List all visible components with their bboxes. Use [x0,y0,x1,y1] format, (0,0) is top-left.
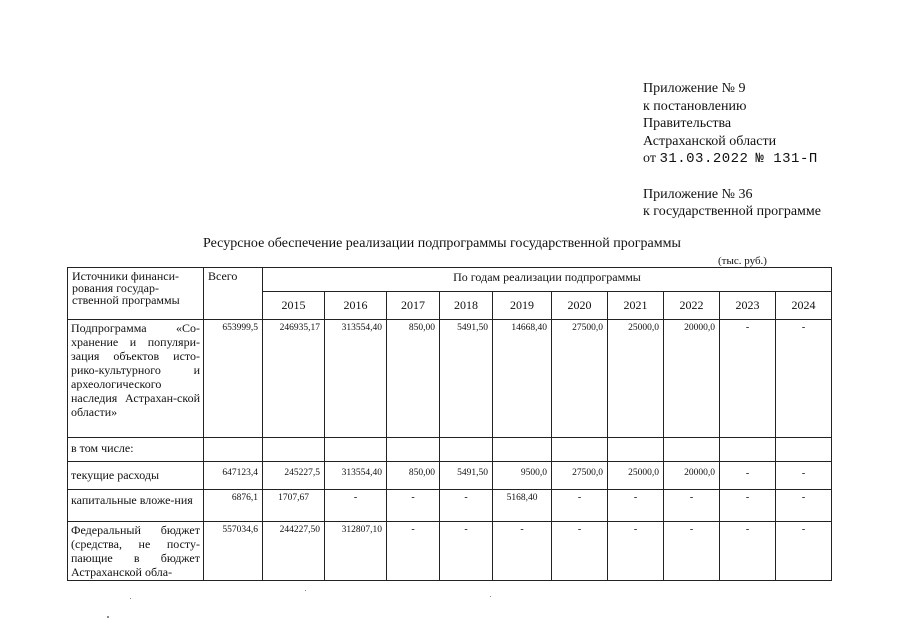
appendix-date: 31.03.2022 [659,151,749,167]
cell-value: - [440,490,493,522]
cell-value: - [493,522,552,581]
cell-value: - [776,462,832,490]
year-header: 2015 [263,292,325,320]
cell-value: 312807,10 [325,522,387,581]
row-total: 647123,4 [204,462,263,490]
year-header: 2018 [440,292,493,320]
cell-value: 244227,50 [263,522,325,581]
row-total: 653999,5 [204,320,263,438]
appendix-line: к постановлению [643,98,747,114]
row-source: текущие расходы [68,462,204,490]
row-source: Подпрограмма «Со-хранение и популяри-зация объектов исто-рико-культурного и археологического наследия Астрахан-ской области» [68,320,204,438]
cell-value: 27500,0 [552,462,608,490]
cell-value: - [387,490,440,522]
cell-value: - [720,490,776,522]
row-source: Федеральный бюджет (средства, не посту-пающие в бюджет Астраханской обла- [68,522,204,581]
appendix-line: к государственной программе [643,204,821,219]
year-header: 2024 [776,292,832,320]
row-total: 557034,6 [204,522,263,581]
cell-value: 9500,0 [493,462,552,490]
cell-value: 20000,0 [664,462,720,490]
cell-value: - [608,490,664,522]
cell-value: - [776,490,832,522]
cell-value: 5491,50 [440,320,493,438]
cell-value: 850,00 [387,462,440,490]
cell-value: - [552,490,608,522]
cell-value: 246935,17 [263,320,325,438]
cell-value: - [552,522,608,581]
cell-value: 5168,40 [493,490,552,522]
appendix-line: Приложение № 36 [643,186,753,202]
year-header: 2023 [720,292,776,320]
appendix-date-line [643,150,893,169]
funding-table [67,267,832,581]
cell-value: 245227,5 [263,462,325,490]
cell-value: - [720,462,776,490]
cell-value: 1707,67 [263,490,325,522]
header-source: Источники финанси-рования государ-ственной программы [68,268,204,320]
header-total: Всего [204,268,263,320]
appendix-line: Астраханской области [643,133,777,149]
year-header: 2020 [552,292,608,320]
cell-value: - [440,522,493,581]
row-source: в том числе: [68,438,204,462]
appendix-number: № 131-П [755,151,818,167]
scan-speck [107,616,109,618]
row-total: 6876,1 [204,490,263,522]
document-title: Ресурсное обеспечение реализации подпрограммы государственной программы [203,236,681,251]
cell-value: 5491,50 [440,462,493,490]
cell-value: - [664,490,720,522]
cell-value: - [776,522,832,581]
cell-value: 25000,0 [608,462,664,490]
cell-value: - [720,320,776,438]
appendix-line: Приложение № 9 [643,81,746,96]
table-row [68,462,832,490]
cell-value: 313554,40 [325,462,387,490]
cell-value: - [608,522,664,581]
table-row [68,490,832,522]
header-by-years: По годам реализации подпрограммы [263,268,832,292]
table-row [68,320,832,438]
cell-value: 14668,40 [493,320,552,438]
cell-value: 25000,0 [608,320,664,438]
cell-value: 313554,40 [325,320,387,438]
year-header: 2019 [493,292,552,320]
cell-value: - [720,522,776,581]
year-header: 2021 [608,292,664,320]
year-header: 2017 [387,292,440,320]
appendix-block [643,80,893,221]
cell-value: - [776,320,832,438]
table-row [68,438,832,462]
scan-speck [130,598,131,599]
year-header: 2016 [325,292,387,320]
table-row [68,522,832,581]
cell-value: 27500,0 [552,320,608,438]
appendix-line: Правительства [643,116,732,131]
year-header: 2022 [664,292,720,320]
scan-speck [305,590,306,591]
cell-value: 850,00 [387,320,440,438]
appendix-date-prefix: от [643,151,656,166]
row-source: капитальные вложе-ния [68,490,204,522]
cell-value: - [325,490,387,522]
cell-value: - [387,522,440,581]
units-label: (тыс. руб.) [718,255,767,267]
cell-value: - [664,522,720,581]
cell-value: 20000,0 [664,320,720,438]
scan-speck [490,596,491,597]
